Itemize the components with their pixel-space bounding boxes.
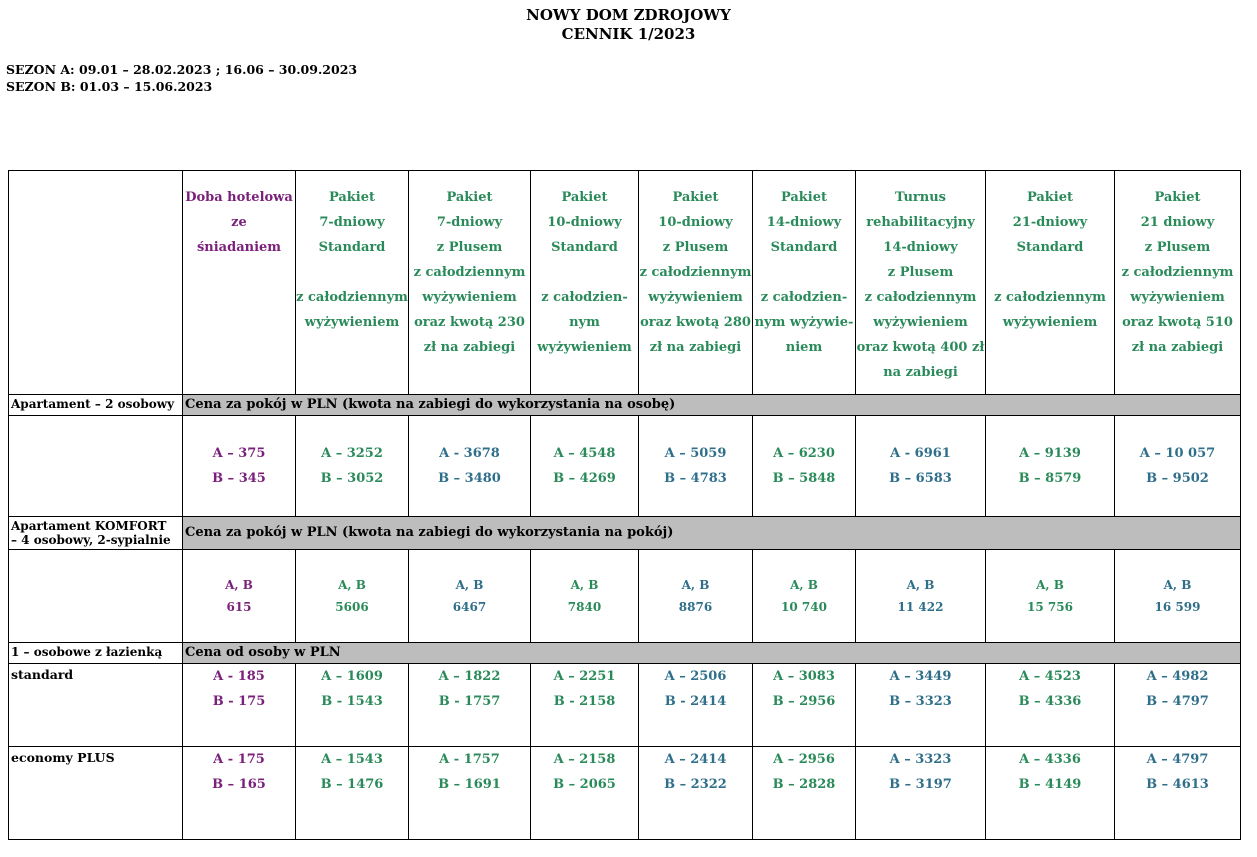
header-line: nym xyxy=(569,315,600,330)
price-row-apt2 xyxy=(9,416,1241,517)
price-b: B – 3480 xyxy=(438,471,501,486)
price-cell xyxy=(183,550,296,643)
price-a: A - 1757 xyxy=(439,752,500,767)
header-line: wyżywieniem xyxy=(1130,290,1225,305)
header-cell xyxy=(409,171,531,395)
price-b: B - 2158 xyxy=(553,694,616,709)
section-label xyxy=(9,517,183,550)
header-cell xyxy=(986,171,1115,395)
header-line: 10-dniowy xyxy=(547,215,622,230)
price-row-standard xyxy=(9,664,1241,747)
price-a: A – 4797 xyxy=(1146,752,1209,767)
header-corner xyxy=(9,171,183,395)
season-b: SEZON B: 01.03 – 15.06.2023 xyxy=(6,79,213,94)
header-line: z Plusem xyxy=(662,240,729,255)
price-b: 7840 xyxy=(567,600,602,614)
price-a: A – 9139 xyxy=(1019,446,1081,461)
header-line xyxy=(296,260,408,285)
header-line: z całodziennym xyxy=(1121,265,1234,280)
header-line: z całodziennym xyxy=(413,265,526,280)
header-line: Doba hotelowa xyxy=(185,190,293,205)
price-cell xyxy=(856,416,986,517)
price-b: B – 5848 xyxy=(772,471,836,486)
header-cell xyxy=(639,171,753,395)
header-line: Pakiet xyxy=(1154,190,1201,205)
price-cell xyxy=(639,416,753,517)
price-cell xyxy=(753,747,856,840)
price-a: A - 6961 xyxy=(890,446,951,461)
price-b: 615 xyxy=(226,600,252,614)
price-row-economy xyxy=(9,747,1241,840)
price-cell xyxy=(296,664,409,747)
header-cell xyxy=(856,171,986,395)
header-line: Turnus xyxy=(894,190,946,205)
price-b: B – 4797 xyxy=(1146,694,1209,709)
price-cell xyxy=(986,550,1115,643)
row-label: standard xyxy=(9,664,183,747)
header-line: 21 dniowy xyxy=(1140,215,1215,230)
header-line: 7-dniowy xyxy=(436,215,503,230)
header-cell xyxy=(296,171,409,395)
header-line: Standard xyxy=(318,240,386,255)
header-line: wyżywieniem xyxy=(422,290,517,305)
price-cell xyxy=(296,550,409,643)
price-a: A – 2506 xyxy=(664,669,727,684)
price-cell xyxy=(183,747,296,840)
price-b: 16 599 xyxy=(1154,600,1201,614)
price-cell xyxy=(753,416,856,517)
price-a: A, B xyxy=(338,578,366,592)
section-row-single xyxy=(9,643,1241,664)
section-bar: Cena od osoby w PLN xyxy=(183,643,1241,664)
section-label: Apartament – 2 osobowy xyxy=(9,395,183,416)
header-line: z całodziennym xyxy=(864,290,977,305)
price-cell xyxy=(856,747,986,840)
price-b: B – 4149 xyxy=(1018,777,1082,792)
row-label-empty xyxy=(9,416,183,517)
price-cell xyxy=(753,550,856,643)
header-line: Pakiet xyxy=(446,190,493,205)
document-title: NOWY DOM ZDROJOWY xyxy=(526,6,731,24)
price-a: A, B xyxy=(570,578,599,592)
price-b: B – 4613 xyxy=(1146,777,1209,792)
header-line: wyżywieniem xyxy=(304,315,400,330)
price-a: A – 10 057 xyxy=(1139,446,1216,461)
section-row-komfort xyxy=(9,517,1241,550)
price-b: B – 3197 xyxy=(889,777,952,792)
price-a: A – 4548 xyxy=(553,446,616,461)
section-label-line1: Apartament KOMFORT xyxy=(11,519,167,533)
price-b: B – 2828 xyxy=(772,777,836,792)
price-a: A - 175 xyxy=(213,752,265,767)
header-line: wyżywieniem xyxy=(1002,315,1098,330)
section-label: 1 – osobowe z łazienką xyxy=(9,643,183,664)
price-b: 15 756 xyxy=(1027,600,1073,614)
header-line: oraz kwotą 400 zł xyxy=(856,340,985,355)
header-line: z całodzien- xyxy=(541,290,628,305)
price-b: B – 6583 xyxy=(889,471,952,486)
price-b: B - 1757 xyxy=(438,694,501,709)
header-line: Pakiet xyxy=(1026,190,1074,205)
row-label: economy PLUS xyxy=(9,747,183,840)
price-cell xyxy=(1115,747,1241,840)
price-a: A – 2956 xyxy=(773,752,835,767)
price-a: A, B xyxy=(1036,578,1064,592)
price-b: B – 165 xyxy=(212,777,266,792)
price-a: A – 1609 xyxy=(321,669,383,684)
price-cell xyxy=(296,747,409,840)
price-cell xyxy=(986,416,1115,517)
price-cell xyxy=(639,664,753,747)
price-a: A, B xyxy=(790,578,818,592)
season-a: SEZON A: 09.01 – 28.02.2023 ; 16.06 – 30.09.2023 xyxy=(6,62,358,77)
header-line: 21-dniowy xyxy=(1012,215,1088,230)
price-a: A – 4982 xyxy=(1146,669,1209,684)
header-line: zł na zabiegi xyxy=(1131,340,1224,355)
price-b: B – 2956 xyxy=(772,694,836,709)
header-line: niem xyxy=(785,340,823,355)
header-line: śniadaniem xyxy=(196,240,282,255)
price-b: B – 8579 xyxy=(1018,471,1082,486)
header-line: z Plusem xyxy=(436,240,503,255)
price-a: A – 2158 xyxy=(553,752,616,767)
header-line xyxy=(753,260,855,285)
price-a: A - 3678 xyxy=(439,446,500,461)
header-line: Pakiet xyxy=(672,190,719,205)
price-a: A, B xyxy=(906,578,935,592)
price-a: A – 6230 xyxy=(773,446,835,461)
price-cell xyxy=(639,747,753,840)
price-b: B – 4783 xyxy=(664,471,727,486)
header-line: Standard xyxy=(1016,240,1084,255)
price-b: B – 1476 xyxy=(320,777,384,792)
header-line: 14-dniowy xyxy=(766,215,842,230)
header-cell xyxy=(183,171,296,395)
price-b: 11 422 xyxy=(897,600,944,614)
header-line: wyżywieniem xyxy=(537,340,632,355)
price-cell xyxy=(296,416,409,517)
row-label-empty xyxy=(9,550,183,643)
price-b: B – 3052 xyxy=(320,471,384,486)
price-cell xyxy=(409,664,531,747)
price-cell xyxy=(183,664,296,747)
header-line: Pakiet xyxy=(780,190,828,205)
price-a: A – 3083 xyxy=(773,669,835,684)
price-cell xyxy=(409,416,531,517)
price-cell xyxy=(531,550,639,643)
document-subtitle: CENNIK 1/2023 xyxy=(561,25,696,43)
price-a: A – 5059 xyxy=(664,446,727,461)
section-bar: Cena za pokój w PLN (kwota na zabiegi do wykorzystania na pokój) xyxy=(183,517,1241,550)
header-row xyxy=(9,171,1241,395)
header-line: 7-dniowy xyxy=(319,215,385,230)
header-line: oraz kwotą 510 xyxy=(1122,315,1233,330)
section-bar: Cena za pokój w PLN (kwota na zabiegi do wykorzystania na osobę) xyxy=(183,395,1241,416)
price-a: A – 3252 xyxy=(321,446,383,461)
header-line: Standard xyxy=(551,240,618,255)
header-line: wyżywieniem xyxy=(873,315,968,330)
section-label-line2: – 4 osobowy, 2-sypialnie xyxy=(11,533,171,547)
price-a: A, B xyxy=(225,578,253,592)
header-line: rehabilitacyjny xyxy=(866,215,975,230)
price-cell xyxy=(856,664,986,747)
price-b: 8876 xyxy=(678,600,713,614)
price-b: B – 9502 xyxy=(1146,471,1209,486)
header-line: z Plusem xyxy=(1144,240,1211,255)
price-cell xyxy=(409,747,531,840)
price-cell xyxy=(531,416,639,517)
price-a: A – 3449 xyxy=(889,669,952,684)
header-cell xyxy=(753,171,856,395)
price-b: B – 345 xyxy=(212,471,266,486)
price-b: B - 175 xyxy=(212,694,266,709)
price-cell xyxy=(531,664,639,747)
price-cell xyxy=(753,664,856,747)
price-b: B - 1543 xyxy=(321,694,383,709)
price-a: A – 2251 xyxy=(553,669,616,684)
section-row-apt2 xyxy=(9,395,1241,416)
price-cell xyxy=(1115,664,1241,747)
price-cell xyxy=(856,550,986,643)
price-a: A, B xyxy=(455,578,484,592)
header-line: ze xyxy=(231,215,247,230)
price-cell xyxy=(1115,550,1241,643)
header-line: z Plusem xyxy=(887,265,954,280)
header-line: z całodzien- xyxy=(760,290,848,305)
header-line: wyżywieniem xyxy=(648,290,743,305)
price-b: B - 2414 xyxy=(664,694,727,709)
price-a: A – 4336 xyxy=(1019,752,1081,767)
price-b: B – 3323 xyxy=(889,694,952,709)
price-cell xyxy=(409,550,531,643)
price-cell xyxy=(183,416,296,517)
header-cell xyxy=(531,171,639,395)
header-line xyxy=(531,260,638,285)
price-b: 10 740 xyxy=(781,600,827,614)
price-b: B – 1691 xyxy=(438,777,501,792)
price-b: B – 2065 xyxy=(553,777,616,792)
header-line: 10-dniowy xyxy=(658,215,733,230)
header-line: z całodziennym xyxy=(994,290,1106,305)
header-line: Standard xyxy=(770,240,838,255)
price-b: B – 2322 xyxy=(664,777,727,792)
header-cell xyxy=(1115,171,1241,395)
price-b: B – 4336 xyxy=(1018,694,1082,709)
price-cell xyxy=(639,550,753,643)
header-line: zł na zabiegi xyxy=(423,340,516,355)
price-row-komfort xyxy=(9,550,1241,643)
header-line: z całodziennym xyxy=(296,290,408,305)
header-line: Pakiet xyxy=(561,190,608,205)
header-line: 14-dniowy xyxy=(883,240,958,255)
header-line: na zabiegi xyxy=(883,365,958,380)
price-a: A – 1543 xyxy=(321,752,383,767)
price-b: B – 4269 xyxy=(553,471,616,486)
header-line: nym wyżywie- xyxy=(754,315,854,330)
header-line: z całodziennym xyxy=(639,265,752,280)
header-line: zł na zabiegi xyxy=(649,340,742,355)
price-a: A – 375 xyxy=(212,446,266,461)
price-a: A, B xyxy=(1163,578,1192,592)
price-b: 5606 xyxy=(335,600,369,614)
price-a: A, B xyxy=(681,578,710,592)
header-line: oraz kwotą 230 xyxy=(414,315,525,330)
price-a: A – 1822 xyxy=(438,669,501,684)
price-cell xyxy=(531,747,639,840)
price-a: A – 2414 xyxy=(664,752,727,767)
header-line: oraz kwotą 280 xyxy=(640,315,751,330)
price-table xyxy=(8,170,1241,840)
price-b: 6467 xyxy=(452,600,487,614)
price-cell xyxy=(986,747,1115,840)
price-a: A - 185 xyxy=(213,669,265,684)
header-line: Pakiet xyxy=(328,190,376,205)
price-a: A – 3323 xyxy=(889,752,952,767)
header-line xyxy=(986,260,1114,285)
price-cell xyxy=(986,664,1115,747)
price-cell xyxy=(1115,416,1241,517)
price-a: A – 4523 xyxy=(1019,669,1081,684)
